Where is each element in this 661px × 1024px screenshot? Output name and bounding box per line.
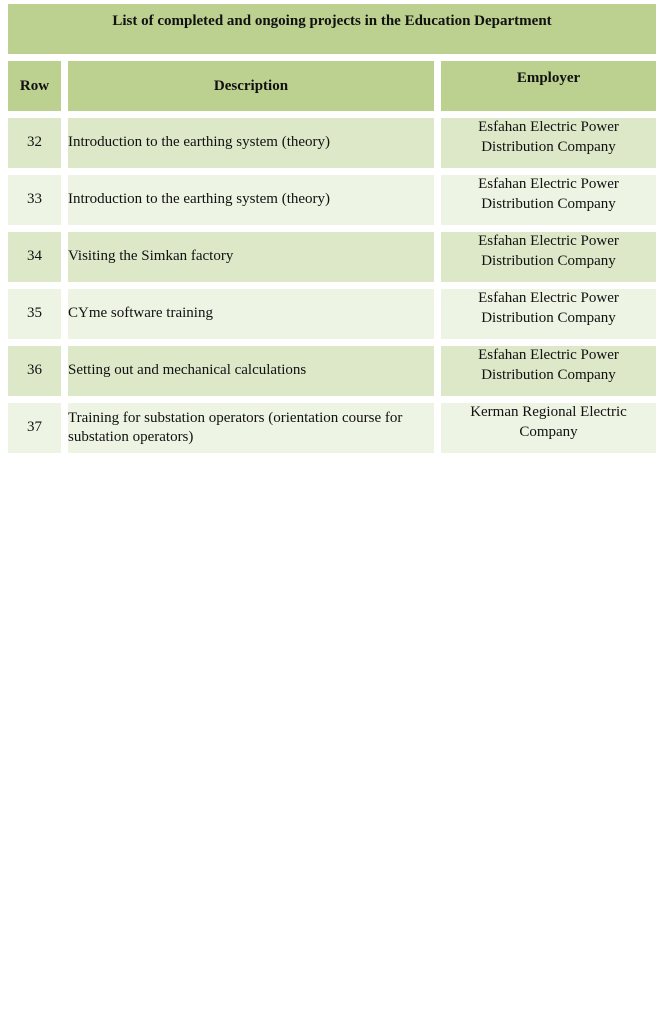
row-employer: Esfahan Electric Power Distribution Company bbox=[441, 289, 656, 339]
table-row bbox=[8, 403, 656, 453]
header-description: Description bbox=[68, 61, 434, 111]
row-description: Introduction to the earthing system (theory) bbox=[68, 175, 434, 225]
row-number: 34 bbox=[8, 232, 61, 282]
row-employer: Kerman Regional Electric Company bbox=[441, 403, 656, 453]
row-number: 37 bbox=[8, 403, 61, 453]
table-row bbox=[8, 346, 656, 396]
table-row bbox=[8, 289, 656, 339]
row-employer: Esfahan Electric Power Distribution Company bbox=[441, 232, 656, 282]
table-title: List of completed and ongoing projects in the Education Department bbox=[8, 4, 656, 54]
table-row bbox=[8, 175, 656, 225]
table-row bbox=[8, 118, 656, 168]
row-number: 33 bbox=[8, 175, 61, 225]
row-description: Setting out and mechanical calculations bbox=[68, 346, 434, 396]
row-employer: Esfahan Electric Power Distribution Company bbox=[441, 118, 656, 168]
row-description: CYme software training bbox=[68, 289, 434, 339]
table-header-row bbox=[8, 61, 656, 111]
row-description: Visiting the Simkan factory bbox=[68, 232, 434, 282]
row-employer: Esfahan Electric Power Distribution Company bbox=[441, 175, 656, 225]
document-page bbox=[8, 4, 656, 460]
table-row bbox=[8, 232, 656, 282]
header-employer: Employer bbox=[441, 61, 656, 111]
header-row-number: Row bbox=[8, 61, 61, 111]
row-employer: Esfahan Electric Power Distribution Company bbox=[441, 346, 656, 396]
row-description: Training for substation operators (orientation course for substation operators) bbox=[68, 403, 434, 453]
projects-table bbox=[1, 54, 661, 460]
row-number: 35 bbox=[8, 289, 61, 339]
row-description: Introduction to the earthing system (theory) bbox=[68, 118, 434, 168]
row-number: 36 bbox=[8, 346, 61, 396]
row-number: 32 bbox=[8, 118, 61, 168]
